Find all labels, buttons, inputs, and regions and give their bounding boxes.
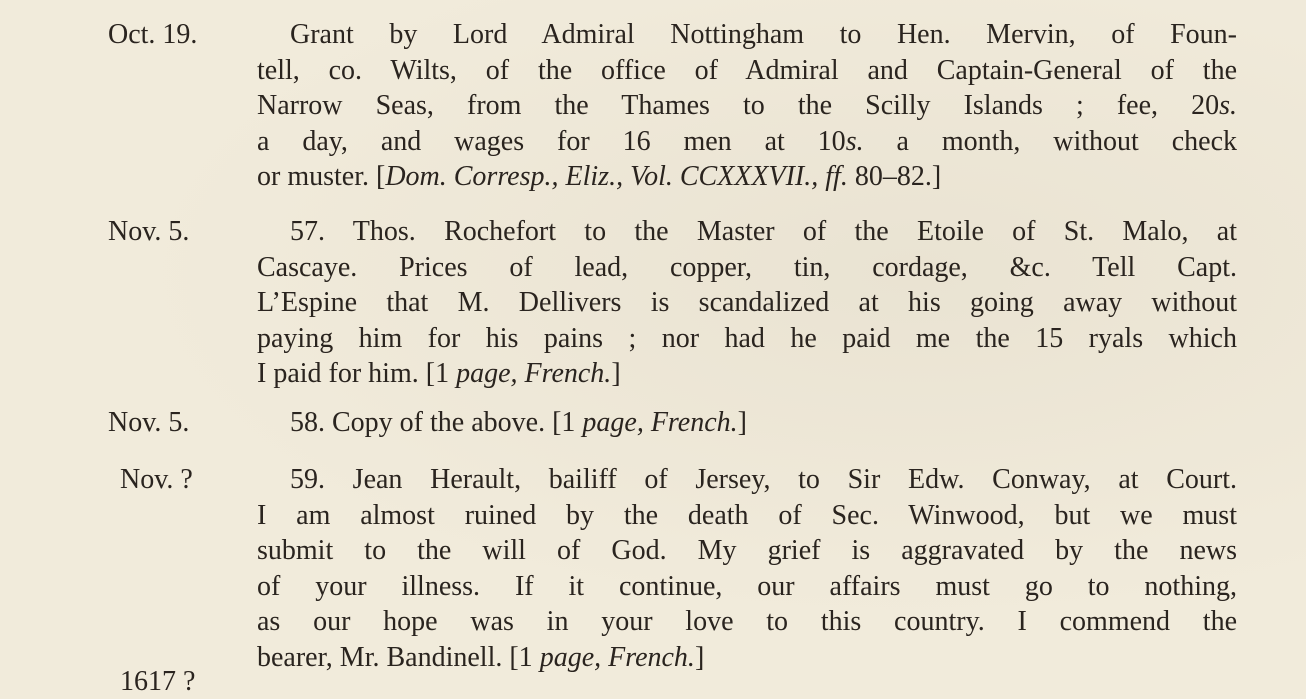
text-line (257, 285, 1237, 321)
text-line (257, 405, 1237, 441)
text-line (257, 640, 1237, 676)
text-run: I am almost ruined by the death of Sec. Winwood, but we must (257, 499, 1237, 531)
text-line (257, 498, 1237, 534)
text-line (257, 88, 1237, 124)
text-line (257, 124, 1237, 160)
entry-body (257, 17, 1237, 195)
italic-run: page, French. (582, 407, 738, 438)
text-line (257, 17, 1237, 53)
italic-run: s. (845, 125, 864, 157)
text-run: a day, and wages for 16 men at 10 (257, 125, 846, 157)
text-line (257, 214, 1237, 250)
entry-date: Nov. 5. (108, 407, 190, 438)
text-run: ] (737, 407, 747, 438)
text-run: ] (611, 358, 621, 389)
text-run: of your illness. If it continue, our affairs must go to nothing, (257, 570, 1237, 602)
text-run: I paid for him. [1 (257, 358, 457, 389)
italic-run: s. (1219, 90, 1237, 121)
next-entry-date: 1617 ? (120, 666, 196, 697)
text-line (257, 462, 1237, 498)
entry-date: Nov. ? (120, 464, 193, 495)
text-run: or muster. [ (257, 161, 386, 192)
text-line (257, 604, 1237, 640)
italic-run: page, French. (456, 358, 612, 389)
entry-body (257, 405, 1237, 441)
italic-run: Dom. Corresp., Eliz., Vol. CCXXXVII., ff. (385, 161, 848, 192)
text-run: 80–82.] (847, 161, 942, 192)
text-line (257, 250, 1237, 286)
entry-body (257, 214, 1237, 392)
text-line (257, 53, 1237, 89)
text-run: 58. Copy of the above. [1 (290, 407, 583, 438)
italic-run: page, French. (539, 641, 695, 673)
text-run: a month, without check (863, 125, 1238, 157)
text-run: Grant by Lord Admiral Nottingham to Hen. Mervin, of Foun- (290, 19, 1237, 50)
entry-date: Oct. 19. (108, 19, 198, 50)
entry-body (257, 462, 1237, 675)
text-run: as our hope was in your love to this country. I commend the (257, 606, 1237, 637)
text-line (257, 321, 1237, 357)
text-run: 59. Jean Herault, bailiff of Jersey, to Sir Edw. Conway, at Court. (290, 464, 1237, 495)
text-line (257, 533, 1237, 569)
text-run: Narrow Seas, from the Thames to the Scilly Islands ; fee, 20 (257, 90, 1220, 121)
text-run: tell, co. Wilts, of the office of Admiral and Captain-General of the (257, 54, 1237, 86)
text-run: paying him for his pains ; nor had he paid me the 15 ryals which (257, 322, 1237, 354)
text-run: 57. Thos. Rochefort to the Master of the Etoile of St. Malo, at (290, 216, 1237, 247)
text-run: Cascaye. Prices of lead, copper, tin, cordage, &c. Tell Capt. (257, 251, 1237, 283)
text-run: L’Espine that M. Dellivers is scandalized at his going away without (257, 287, 1237, 318)
text-run: ] (694, 641, 705, 673)
entry-date: Nov. 5. (108, 216, 190, 247)
text-line (257, 356, 1237, 392)
text-run: bearer, Mr. Bandinell. [1 (257, 641, 540, 673)
text-run: submit to the will of God. My grief is aggravated by the news (257, 535, 1237, 566)
text-line (257, 569, 1237, 605)
text-line (257, 159, 1237, 195)
